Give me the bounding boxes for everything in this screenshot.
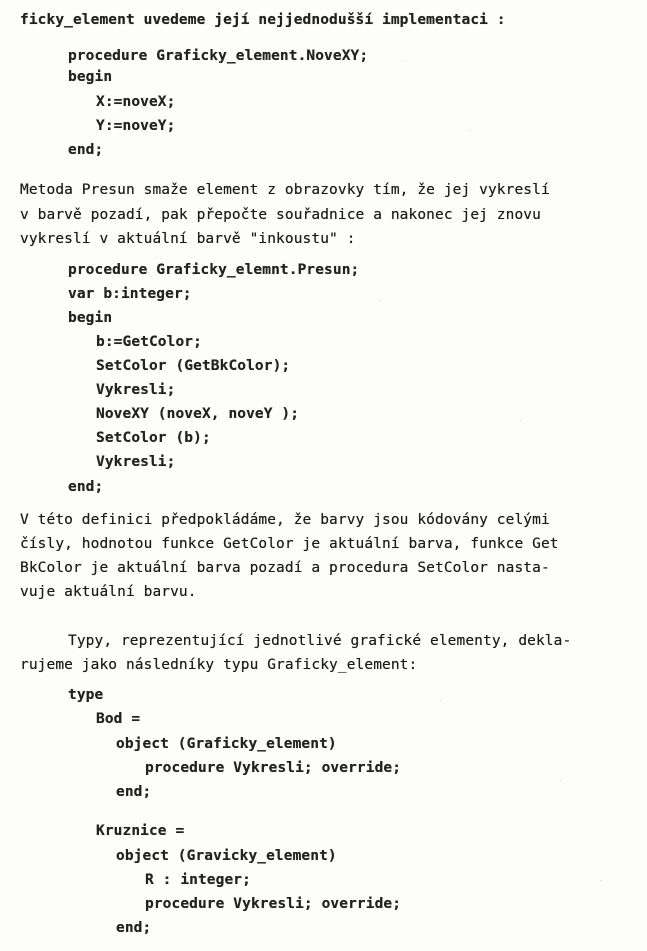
scan-speck xyxy=(520,420,521,421)
scan-speck xyxy=(600,880,601,881)
code-line: end; xyxy=(68,142,104,158)
paragraph-line: vuje aktuální barvu. xyxy=(20,584,197,600)
code-line: var b:integer; xyxy=(68,286,192,302)
code-line: object (Graficky_element) xyxy=(116,736,337,752)
code-line: type xyxy=(68,687,104,703)
code-line: R : integer; xyxy=(145,872,251,888)
code-line: Bod = xyxy=(96,711,141,727)
code-line: procedure Vykresli; override; xyxy=(145,760,402,776)
paragraph-line: čísly, hodnotou funkce GetColor je aktuální barva, funkce Get xyxy=(20,536,559,552)
code-line: Kruznice = xyxy=(96,823,185,839)
code-line: end; xyxy=(116,920,152,936)
code-line: Vykresli; xyxy=(96,382,176,398)
code-line: SetColor (b); xyxy=(96,430,211,446)
paragraph-line: Typy, reprezentující jednotlivé grafické elementy, dekla- xyxy=(68,633,572,649)
code-line: Vykresli; xyxy=(96,454,176,470)
code-line: object (Gravicky_element) xyxy=(116,848,337,864)
code-line: end; xyxy=(68,479,104,495)
code-line: procedure Graficky_element.NoveXY; xyxy=(68,48,369,64)
code-line: procedure Vykresli; override; xyxy=(145,896,402,912)
paragraph-line: V této definici předpokládáme, že barvy jsou kódovány celými xyxy=(20,512,550,528)
code-line: X:=noveX; xyxy=(96,94,176,110)
code-line: begin xyxy=(68,69,113,85)
scan-speck xyxy=(405,60,406,61)
code-line: end; xyxy=(116,784,152,800)
paragraph-line: rujeme jako následníky typu Graficky_element: xyxy=(20,657,418,673)
code-line: b:=GetColor; xyxy=(96,334,202,350)
paragraph-line: Metoda Presun smaže element z obrazovky tím, že jej vykreslí xyxy=(20,182,550,198)
code-line: procedure Graficky_elemnt.Presun; xyxy=(68,262,360,278)
scan-speck xyxy=(440,700,441,701)
code-line: SetColor (GetBkColor); xyxy=(96,358,291,374)
paragraph-line: BkColor je aktuální barva pozadí a procedura SetColor nasta- xyxy=(20,560,550,576)
code-line: NoveXY (noveX, noveY ); xyxy=(96,406,300,422)
paragraph-line: vykreslí v aktuální barvě "inkoustu" : xyxy=(20,231,356,247)
scan-speck xyxy=(380,300,381,301)
code-line: begin xyxy=(68,310,113,326)
code-line: Y:=noveY; xyxy=(96,118,176,134)
scan-speck xyxy=(470,130,471,131)
paragraph-line: v barvě pozadí, pak přepočte souřadnice a nakonec jej znovu xyxy=(20,207,541,223)
intro-line: ficky_element uvedeme její nejjednodušší implementaci : xyxy=(20,12,506,28)
scan-speck xyxy=(560,780,561,781)
